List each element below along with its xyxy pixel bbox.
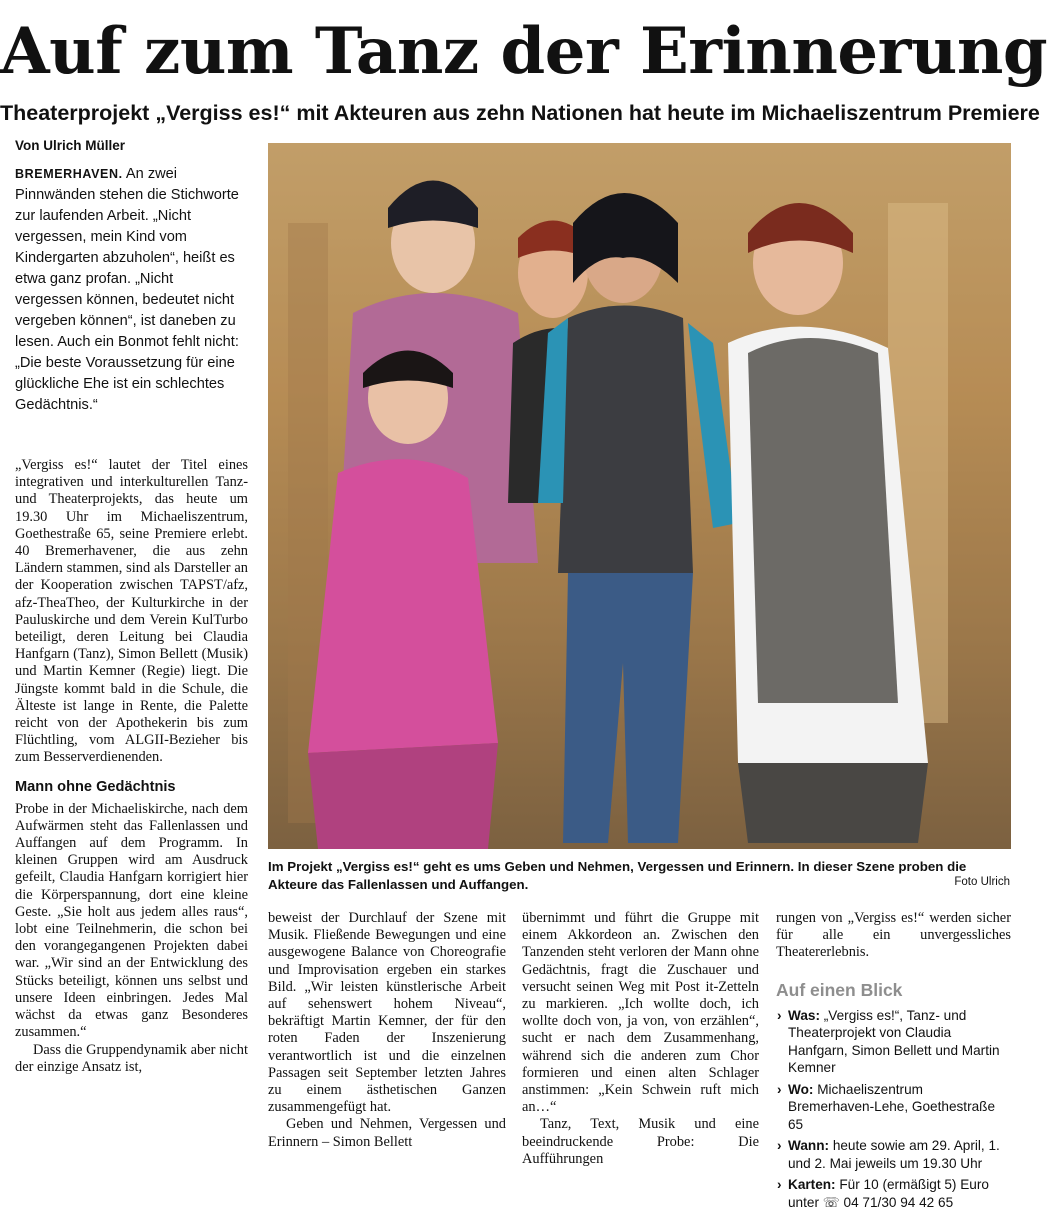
article-paragraph: beweist der Durchlauf der Szene mit Musik. Fließende Bewegungen und eine ausgewogene Balance von Choreografie und Improvisation ergeben ein starkes Bild. „Wir leisten künstlerische Arbeit auf sehenswert hohem Niveau“, bekräftigt Martin Kemner, der für den roten Faden der Inszenierung verantwortlich ist und die einzelnen Passagen seit September letzten Jahres zu einem ästhetischen Ganzen zusammengefügt hat. [268, 910, 506, 1116]
caption-highlight: Fallenlassen und Auffangen [347, 877, 525, 892]
caption-text: Im Projekt „Vergiss es!“ geht es ums Geben und Nehmen, Vergessen und Erinnern. In dieser Szene proben die Akteure das [268, 859, 967, 892]
intro-paragraph [15, 164, 240, 416]
headline: Auf zum Tanz der Erinnerung [0, 14, 1047, 89]
article-column-2 [268, 910, 506, 1151]
infobox-text: „Vergiss es!“, Tanz- und Theaterprojekt von Claudia Hanfgarn, Simon Bellett und Martin Kemner [788, 1007, 1000, 1076]
infobox-text: heute sowie am 29. April, 1. und 2. Mai jeweils um 19.30 Uhr [788, 1138, 1000, 1171]
article-paragraph: rungen von „Vergiss es!“ werden sicher für alle ein unvergessliches Theatererlebnis. [776, 910, 1011, 961]
article-photo [268, 143, 1011, 849]
infobox-text: Für 10 (ermäßigt 5) Euro unter ☏ 04 71/30 94 42 65 [788, 1177, 989, 1210]
photo-caption [268, 858, 1013, 894]
subheadline: Theaterprojekt „Vergiss es!“ mit Akteuren aus zehn Nationen hat heute im Michaeliszentrum Premiere [0, 101, 1040, 125]
infobox-label: Was: [788, 1007, 820, 1023]
infobox-title: Auf einen Blick [776, 979, 903, 1000]
photo-credit: Foto Ulrich [954, 876, 1010, 888]
section-subheading: Mann ohne Gedächtnis [15, 778, 176, 795]
dateline: BREMERHAVEN. [15, 167, 123, 181]
article-column-1 [15, 457, 248, 1076]
infobox-label: Wann: [788, 1138, 830, 1154]
article-column-4 [776, 910, 1011, 1215]
author-byline: Von Ulrich Müller [15, 138, 126, 153]
article-column-3 [522, 910, 759, 1168]
article-paragraph: Dass die Gruppendynamik aber nicht der einzige Ansatz ist, [15, 1041, 248, 1075]
photo-scene-illustration [268, 143, 1011, 849]
intro-text: An zwei Pinnwänden stehen die Stichworte zur laufenden Arbeit. „Nicht vergessen, mein Kind vom Kindergarten abzuholen“, heißt es etwa ganz profan. „Nicht vergessen können, bedeutet nicht vergeben können“, ist daneben zu lesen. Auch ein Bonmot fehlt nicht: „Die beste Voraussetzung für eine glückliche Ehe ist ein schlechtes Gedächtnis.“ [15, 166, 239, 413]
infobox-item-wo [776, 1081, 1011, 1134]
article-paragraph: übernimmt und führt die Gruppe mit einem Akkordeon an. Zwischen den Tanzenden steht verloren der Mann ohne Gedächtnis, fragt die Zuschauer und versucht seinen Weg mit Post it-Zetteln zu markieren. „Ich wollte doch, ich wollte doch von, ja von, von erzählen“, sucht er nach dem Zusammenhang, während sich die anderen zum Chor formieren und einen alten Schlager anstimmen: „Kein Schwein ruft mich an…“ [522, 910, 759, 1116]
article-paragraph: Geben und Nehmen, Vergessen und Erinnern – Simon Bellett [268, 1116, 506, 1150]
caption-end: . [524, 877, 529, 892]
infobox-label: Karten: [788, 1177, 836, 1193]
infobox-item-wann [776, 1137, 1011, 1172]
article-paragraph: Tanz, Text, Musik und eine beeindruckende Probe: Die Aufführungen [522, 1116, 759, 1167]
infobox-label: Wo: [788, 1081, 814, 1097]
article-paragraph: Probe in der Michaeliskirche, nach dem Aufwärmen steht das Fallenlassen und Auffangen auf dem Programm. In kleinen Gruppen wird am Ausdruck gefeilt, Claudia Hanfgarn korrigiert hier die Körperspannung, dort eine kleine Geste. „Sie holt aus jedem alles raus“, lobt eine Teilnehmerin, die schon bei den vorangegangenen Projekten dabei war. „Wir sind an der Entwicklung des Stücks beteiligt, können uns selbst und unsere Ideen einbringen. Jedes Mal wächst da etwas ganz Besonderes zusammen.“ [15, 800, 248, 1041]
infobox-item-was [776, 1007, 1011, 1077]
article-paragraph: „Vergiss es!“ lautet der Titel eines integrativen und interkulturellen Tanz- und Theaterprojekts, das heute um 19.30 Uhr im Michaeliszentrum, Goethestraße 65, seine Premiere erlebt. 40 Bremerhavener, die aus zehn Ländern stammen, sind als Darsteller an der Kooperation zwischen TAPST/afz, afz-TheaTheo, der Kulturkirche in der Pauluskirche und dem Verein KulTurbo beteiligt, deren Leitung bei Claudia Hanfgarn (Tanz), Simon Bellett (Musik) und Martin Kemner (Regie) liegt. Die Jüngste kommt bald in die Schule, die Älteste ist lange in Rente, die Palette reicht von der Apothekerin bis zum Flüchtling, vom ALGII-Bezieher bis zum Besserverdienenden. [15, 457, 248, 766]
infobox-item-karten [776, 1176, 1011, 1211]
infobox-text: Michaeliszentrum Bremerhaven-Lehe, Goethestraße 65 [788, 1081, 996, 1132]
